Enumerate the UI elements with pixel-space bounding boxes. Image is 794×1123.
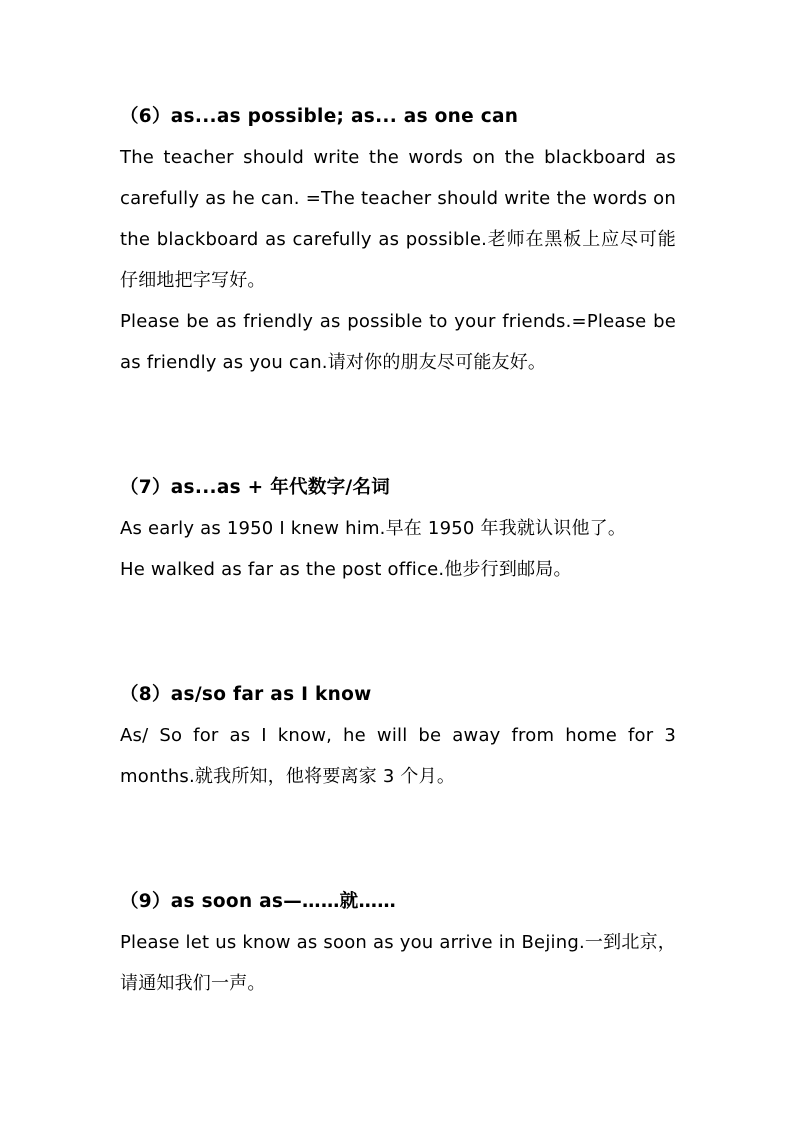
section-heading: （8）as/so far as I know <box>120 684 372 705</box>
document-content <box>120 96 676 1004</box>
section-9 <box>120 881 676 1004</box>
section-spacer <box>120 590 676 674</box>
example-paragraph: The teacher should write the words on the blackboard as carefully as he can. =The teacher should write the words on the blackboard as carefully as possible.老师在黑板上应尽可能仔细地把字写好。 <box>120 147 676 291</box>
section-6 <box>120 96 676 383</box>
section-spacer <box>120 797 676 881</box>
section-heading: （7）as...as + 年代数字/名词 <box>120 477 391 498</box>
example-paragraph: He walked as far as the post office.他步行到邮局。 <box>120 559 572 580</box>
example-paragraph: As/ So for as I know, he will be away from home for 3 months.就我所知，他将要离家 3 个月。 <box>120 725 676 787</box>
example-paragraph: Please be as friendly as possible to your friends.=Please be as friendly as you can.请对你的朋友尽可能友好。 <box>120 311 676 373</box>
example-paragraph: Please let us know as soon as you arrive in Bejing.一到北京，请通知我们一声。 <box>120 932 676 994</box>
section-spacer <box>120 383 676 467</box>
section-heading: （9）as soon as—……就…… <box>120 891 397 912</box>
section-8 <box>120 674 676 797</box>
example-paragraph: As early as 1950 I knew him.早在 1950 年我就认识他了。 <box>120 518 627 539</box>
section-7 <box>120 467 676 590</box>
section-heading: （6）as...as possible; as... as one can <box>120 106 519 127</box>
